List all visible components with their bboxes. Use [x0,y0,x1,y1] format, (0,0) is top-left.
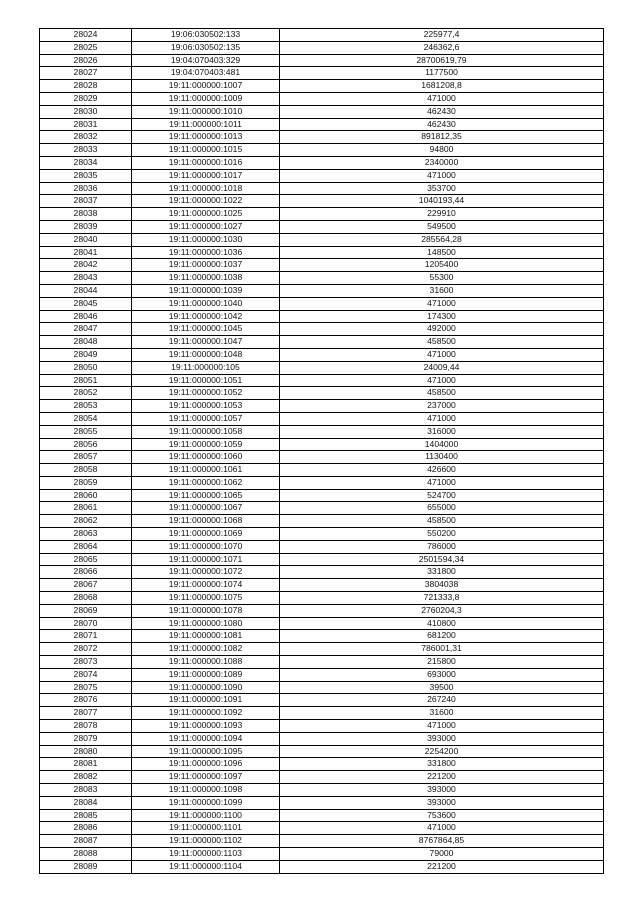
row-number-cell: 28027 [40,67,132,80]
row-number-cell: 28050 [40,361,132,374]
value-cell: 393000 [280,784,604,797]
table-row [40,489,604,502]
cadastral-number-cell: 19:11:000000:1059 [132,438,280,451]
value-cell: 331800 [280,566,604,579]
table-row [40,732,604,745]
value-cell: 221200 [280,860,604,873]
cadastral-number-cell: 19:11:000000:1104 [132,860,280,873]
table-row [40,105,604,118]
cadastral-number-cell: 19:11:000000:1048 [132,348,280,361]
value-cell: 471000 [280,297,604,310]
value-cell: 331800 [280,758,604,771]
cadastral-value-table [39,28,604,874]
value-cell: 458500 [280,515,604,528]
table-row [40,425,604,438]
table-row [40,80,604,93]
cadastral-number-cell: 19:11:000000:1098 [132,784,280,797]
row-number-cell: 28043 [40,272,132,285]
cadastral-number-cell: 19:11:000000:1013 [132,131,280,144]
value-cell: 655000 [280,502,604,515]
table-row [40,246,604,259]
row-number-cell: 28088 [40,848,132,861]
row-number-cell: 28024 [40,29,132,42]
cadastral-number-cell: 19:11:000000:1051 [132,374,280,387]
table-row [40,758,604,771]
cadastral-number-cell: 19:11:000000:105 [132,361,280,374]
table-row [40,515,604,528]
value-cell: 462430 [280,105,604,118]
value-cell: 471000 [280,412,604,425]
row-number-cell: 28034 [40,156,132,169]
cadastral-number-cell: 19:11:000000:1018 [132,182,280,195]
value-cell: 237000 [280,400,604,413]
row-number-cell: 28086 [40,822,132,835]
cadastral-number-cell: 19:11:000000:1080 [132,617,280,630]
row-number-cell: 28045 [40,297,132,310]
row-number-cell: 28062 [40,515,132,528]
cadastral-number-cell: 19:04:070403:329 [132,54,280,67]
table-row [40,387,604,400]
value-cell: 221200 [280,771,604,784]
value-cell: 549500 [280,220,604,233]
row-number-cell: 28064 [40,540,132,553]
value-cell: 471000 [280,92,604,105]
table-row [40,323,604,336]
row-number-cell: 28048 [40,336,132,349]
value-cell: 393000 [280,732,604,745]
cadastral-number-cell: 19:11:000000:1102 [132,835,280,848]
cadastral-number-cell: 19:11:000000:1065 [132,489,280,502]
value-cell: 471000 [280,822,604,835]
cadastral-number-cell: 19:11:000000:1069 [132,528,280,541]
row-number-cell: 28087 [40,835,132,848]
row-number-cell: 28071 [40,630,132,643]
row-number-cell: 28072 [40,643,132,656]
value-cell: 681200 [280,630,604,643]
table-row [40,67,604,80]
cadastral-number-cell: 19:11:000000:1061 [132,464,280,477]
row-number-cell: 28058 [40,464,132,477]
row-number-cell: 28035 [40,169,132,182]
row-number-cell: 28038 [40,208,132,221]
cadastral-number-cell: 19:11:000000:1068 [132,515,280,528]
row-number-cell: 28031 [40,118,132,131]
value-cell: 229910 [280,208,604,221]
table-row [40,131,604,144]
cadastral-number-cell: 19:11:000000:1011 [132,118,280,131]
table-row [40,195,604,208]
row-number-cell: 28042 [40,259,132,272]
row-number-cell: 28041 [40,246,132,259]
cadastral-number-cell: 19:11:000000:1093 [132,720,280,733]
value-cell: 471000 [280,720,604,733]
cadastral-number-cell: 19:11:000000:1039 [132,284,280,297]
row-number-cell: 28065 [40,553,132,566]
cadastral-number-cell: 19:11:000000:1097 [132,771,280,784]
row-number-cell: 28076 [40,694,132,707]
table-row [40,502,604,515]
table-row [40,668,604,681]
cadastral-number-cell: 19:11:000000:1081 [132,630,280,643]
value-cell: 246362,6 [280,41,604,54]
cadastral-number-cell: 19:11:000000:1091 [132,694,280,707]
cadastral-number-cell: 19:11:000000:1071 [132,553,280,566]
value-cell: 24009,44 [280,361,604,374]
cadastral-number-cell: 19:11:000000:1036 [132,246,280,259]
table-row [40,374,604,387]
value-cell: 2760204,3 [280,604,604,617]
table-row [40,617,604,630]
table-row [40,860,604,873]
value-cell: 693000 [280,668,604,681]
cadastral-number-cell: 19:11:000000:1027 [132,220,280,233]
table-row [40,745,604,758]
cadastral-number-cell: 19:11:000000:1053 [132,400,280,413]
cadastral-number-cell: 19:11:000000:1088 [132,656,280,669]
cadastral-number-cell: 19:11:000000:1007 [132,80,280,93]
table-row [40,438,604,451]
value-cell: 28700619,79 [280,54,604,67]
value-cell: 426600 [280,464,604,477]
table-row [40,720,604,733]
cadastral-number-cell: 19:11:000000:1060 [132,451,280,464]
table-row [40,656,604,669]
value-cell: 1177500 [280,67,604,80]
row-number-cell: 28075 [40,681,132,694]
row-number-cell: 28056 [40,438,132,451]
table-row [40,41,604,54]
row-number-cell: 28049 [40,348,132,361]
table-row [40,592,604,605]
value-cell: 524700 [280,489,604,502]
row-number-cell: 28067 [40,579,132,592]
cadastral-number-cell: 19:11:000000:1072 [132,566,280,579]
table-row [40,297,604,310]
value-cell: 215800 [280,656,604,669]
cadastral-number-cell: 19:11:000000:1078 [132,604,280,617]
cadastral-number-cell: 19:11:000000:1015 [132,144,280,157]
cadastral-number-cell: 19:11:000000:1075 [132,592,280,605]
table-row [40,336,604,349]
row-number-cell: 28036 [40,182,132,195]
value-cell: 393000 [280,796,604,809]
value-cell: 1040193,44 [280,195,604,208]
row-number-cell: 28089 [40,860,132,873]
table-row [40,707,604,720]
value-cell: 267240 [280,694,604,707]
table-row [40,771,604,784]
table-row [40,92,604,105]
table-row [40,630,604,643]
row-number-cell: 28057 [40,451,132,464]
table-row [40,822,604,835]
row-number-cell: 28081 [40,758,132,771]
cadastral-number-cell: 19:04:070403:481 [132,67,280,80]
row-number-cell: 28025 [40,41,132,54]
row-number-cell: 28039 [40,220,132,233]
value-cell: 458500 [280,387,604,400]
value-cell: 316000 [280,425,604,438]
value-cell: 891812,35 [280,131,604,144]
cadastral-number-cell: 19:11:000000:1052 [132,387,280,400]
cadastral-number-cell: 19:11:000000:1009 [132,92,280,105]
value-cell: 786000 [280,540,604,553]
cadastral-number-cell: 19:11:000000:1017 [132,169,280,182]
cadastral-number-cell: 19:11:000000:1092 [132,707,280,720]
table-row [40,604,604,617]
row-number-cell: 28033 [40,144,132,157]
row-number-cell: 28074 [40,668,132,681]
value-cell: 94800 [280,144,604,157]
cadastral-number-cell: 19:11:000000:1082 [132,643,280,656]
cadastral-number-cell: 19:11:000000:1040 [132,297,280,310]
table-row [40,182,604,195]
value-cell: 31600 [280,284,604,297]
value-cell: 1205400 [280,259,604,272]
cadastral-number-cell: 19:11:000000:1089 [132,668,280,681]
table-row [40,464,604,477]
row-number-cell: 28026 [40,54,132,67]
value-cell: 3804038 [280,579,604,592]
table-row [40,451,604,464]
cadastral-number-cell: 19:11:000000:1101 [132,822,280,835]
table-row [40,553,604,566]
value-cell: 753600 [280,809,604,822]
row-number-cell: 28063 [40,528,132,541]
cadastral-number-cell: 19:11:000000:1038 [132,272,280,285]
table-row [40,694,604,707]
table-row [40,272,604,285]
value-cell: 471000 [280,169,604,182]
table-body [40,29,604,874]
table-row [40,412,604,425]
cadastral-number-cell: 19:11:000000:1016 [132,156,280,169]
value-cell: 2340000 [280,156,604,169]
cadastral-number-cell: 19:11:000000:1094 [132,732,280,745]
value-cell: 174300 [280,310,604,323]
cadastral-number-cell: 19:11:000000:1103 [132,848,280,861]
row-number-cell: 28028 [40,80,132,93]
table-row [40,566,604,579]
table-row [40,208,604,221]
row-number-cell: 28040 [40,233,132,246]
cadastral-number-cell: 19:11:000000:1037 [132,259,280,272]
table-row [40,144,604,157]
row-number-cell: 28070 [40,617,132,630]
table-row [40,528,604,541]
cadastral-number-cell: 19:11:000000:1030 [132,233,280,246]
value-cell: 55300 [280,272,604,285]
row-number-cell: 28030 [40,105,132,118]
value-cell: 8767864,85 [280,835,604,848]
cadastral-number-cell: 19:11:000000:1058 [132,425,280,438]
cadastral-number-cell: 19:06:030502:133 [132,29,280,42]
table-row [40,361,604,374]
table-row [40,643,604,656]
cadastral-number-cell: 19:06:030502:135 [132,41,280,54]
value-cell: 462430 [280,118,604,131]
value-cell: 2254200 [280,745,604,758]
value-cell: 471000 [280,476,604,489]
value-cell: 471000 [280,348,604,361]
row-number-cell: 28069 [40,604,132,617]
table-row [40,310,604,323]
table-row [40,259,604,272]
row-number-cell: 28068 [40,592,132,605]
table-row [40,233,604,246]
cadastral-number-cell: 19:11:000000:1099 [132,796,280,809]
table-row [40,156,604,169]
cadastral-number-cell: 19:11:000000:1010 [132,105,280,118]
table-row [40,169,604,182]
row-number-cell: 28047 [40,323,132,336]
cadastral-number-cell: 19:11:000000:1096 [132,758,280,771]
value-cell: 353700 [280,182,604,195]
value-cell: 285564,28 [280,233,604,246]
row-number-cell: 28085 [40,809,132,822]
table-row [40,681,604,694]
table-row [40,848,604,861]
table-row [40,54,604,67]
row-number-cell: 28061 [40,502,132,515]
value-cell: 148500 [280,246,604,259]
value-cell: 458500 [280,336,604,349]
table-row [40,284,604,297]
table-row [40,579,604,592]
row-number-cell: 28029 [40,92,132,105]
table-row [40,400,604,413]
value-cell: 31600 [280,707,604,720]
value-cell: 471000 [280,374,604,387]
row-number-cell: 28078 [40,720,132,733]
value-cell: 1130400 [280,451,604,464]
table-row [40,784,604,797]
row-number-cell: 28055 [40,425,132,438]
value-cell: 39500 [280,681,604,694]
table-row [40,220,604,233]
row-number-cell: 28037 [40,195,132,208]
table-row [40,796,604,809]
cadastral-number-cell: 19:11:000000:1067 [132,502,280,515]
table-row [40,348,604,361]
row-number-cell: 28080 [40,745,132,758]
value-cell: 1681208,8 [280,80,604,93]
value-cell: 79000 [280,848,604,861]
table-row [40,118,604,131]
cadastral-number-cell: 19:11:000000:1062 [132,476,280,489]
value-cell: 786001,31 [280,643,604,656]
value-cell: 2501594,34 [280,553,604,566]
table-row [40,476,604,489]
value-cell: 1404000 [280,438,604,451]
row-number-cell: 28054 [40,412,132,425]
row-number-cell: 28084 [40,796,132,809]
row-number-cell: 28077 [40,707,132,720]
row-number-cell: 28083 [40,784,132,797]
table-row [40,835,604,848]
cadastral-number-cell: 19:11:000000:1074 [132,579,280,592]
row-number-cell: 28032 [40,131,132,144]
row-number-cell: 28046 [40,310,132,323]
cadastral-number-cell: 19:11:000000:1047 [132,336,280,349]
row-number-cell: 28066 [40,566,132,579]
row-number-cell: 28053 [40,400,132,413]
cadastral-number-cell: 19:11:000000:1095 [132,745,280,758]
value-cell: 225977,4 [280,29,604,42]
row-number-cell: 28060 [40,489,132,502]
row-number-cell: 28079 [40,732,132,745]
table-row [40,29,604,42]
row-number-cell: 28059 [40,476,132,489]
table-row [40,809,604,822]
row-number-cell: 28082 [40,771,132,784]
cadastral-number-cell: 19:11:000000:1022 [132,195,280,208]
cadastral-number-cell: 19:11:000000:1042 [132,310,280,323]
row-number-cell: 28052 [40,387,132,400]
cadastral-number-cell: 19:11:000000:1090 [132,681,280,694]
row-number-cell: 28073 [40,656,132,669]
cadastral-number-cell: 19:11:000000:1100 [132,809,280,822]
row-number-cell: 28051 [40,374,132,387]
cadastral-number-cell: 19:11:000000:1057 [132,412,280,425]
value-cell: 492000 [280,323,604,336]
value-cell: 721333,8 [280,592,604,605]
value-cell: 550200 [280,528,604,541]
row-number-cell: 28044 [40,284,132,297]
cadastral-number-cell: 19:11:000000:1045 [132,323,280,336]
value-cell: 410800 [280,617,604,630]
cadastral-number-cell: 19:11:000000:1025 [132,208,280,221]
table-row [40,540,604,553]
cadastral-number-cell: 19:11:000000:1070 [132,540,280,553]
